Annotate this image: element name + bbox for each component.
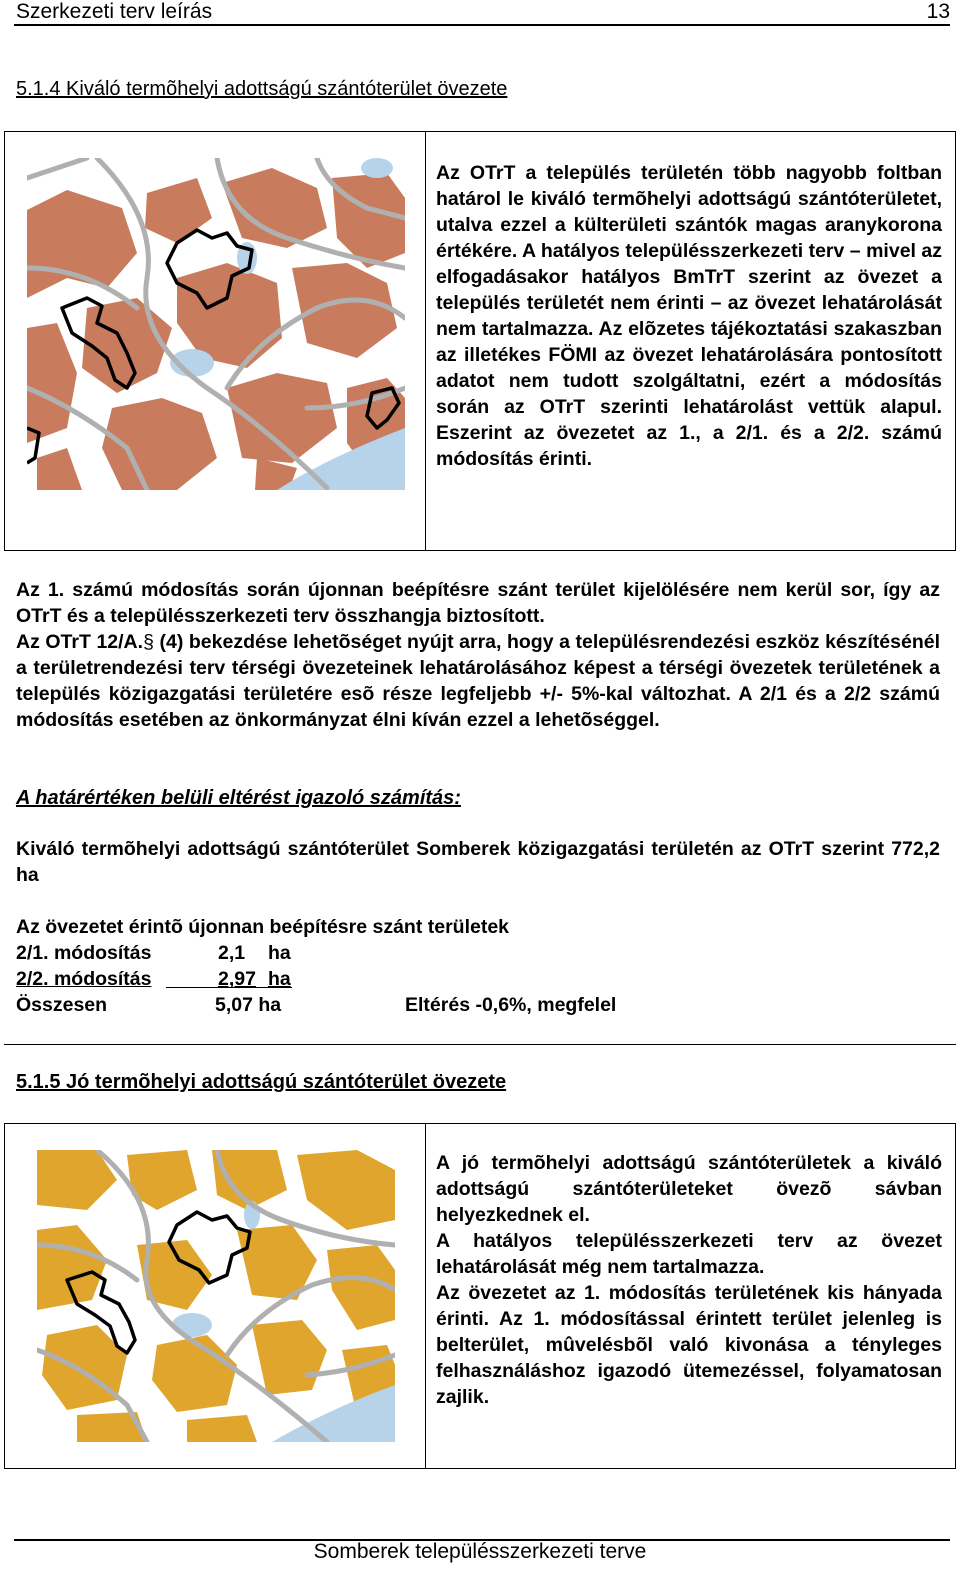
footer-title: Somberek településszerkezeti terve <box>313 1540 647 1563</box>
calculation-total: Kiváló termõhelyi adottságú szántóterület Somberek közigazgatási területén az OTrT szerint 772,2 ha <box>16 838 940 886</box>
section1-box-text: Az OTrT a település területén több nagyobb foltban határol le kiváló termõhelyi adottságú szántóterületet, utalva ezzel a külterületi szántók magas aranykorona értékére. A hatályos településszerkezeti terv – mivel az elfogadásakor hatályos BmTrT szerint az övezet a település területét nem érinti – az övezet lehatárolását nem tartalmazza. Az elõzetes tájékoztatási szakaszban az illetékes FÖMI az övezet lehatárolására pontosított adatot nem tudott szolgáltatni, ezért a módosítás során az OTrT szerinti lehatárolást vettük alapul. Eszerint az övezetet az 1., a 2/1. és a 2/2. számú módosítás érinti. <box>436 162 942 470</box>
section2-para-3: Az övezetet az 1. módosítás területének kis hányada érinti. Az 1. módosítással érintett terület jelenleg is belterület, mûvelésbõl való kivonása a tényleges felhasználáshoz igazodó ütemezéssel, folyamatosan zajlik. <box>436 1282 942 1408</box>
calc-row-label: 2/2. módosítás <box>16 968 152 990</box>
calc-row-unit: ha <box>268 942 291 964</box>
calc-sum-label: Összesen <box>16 994 108 1016</box>
calc-row <box>16 940 940 966</box>
calculation-table <box>16 940 940 1018</box>
calculation-heading: A határértéken belüli eltérést igazoló számítás: <box>16 787 461 809</box>
box-divider <box>425 1124 426 1468</box>
section2-para-2: A hatályos településszerkezeti terv az övezet lehatárolását még nem tartalmazza. <box>436 1230 942 1278</box>
map-image <box>37 1150 395 1442</box>
page-number: 13 <box>926 0 950 23</box>
calc-sum-value: 5,07 ha <box>215 994 282 1016</box>
section2-box-text <box>436 1150 942 1410</box>
good-zone-map <box>37 1150 395 1442</box>
document-header-title: Szerkezeti terv leírás <box>16 0 213 23</box>
section-sign: § <box>143 631 154 653</box>
section-title-5-1-5: 5.1.5 Jó termõhelyi adottságú szántóterület övezete <box>16 1071 507 1093</box>
paragraph-2-rest: (4) bekezdése lehetõséget nyújt arra, hogy a településrendezési eszköz készítésénél a területrendezési terv térségi övezeteinek lehatárolásához képest a térségi övezetek területének a település közigazgatási területére esõ része legfeljebb +/- 5%-kal változhat. A 2/1 és a 2/2 számú módosítás esetében az önkormányzat élni kíván ezzel a lehetõséggel. <box>16 631 940 731</box>
affected-heading: Az övezetet érintõ újonnan beépítésre szánt területek <box>16 916 510 938</box>
box-divider <box>425 132 426 550</box>
header-rule <box>14 24 950 26</box>
paragraph-2 <box>16 629 940 733</box>
calc-row <box>16 966 940 992</box>
calc-sum-row <box>16 992 940 1018</box>
calc-row-label: 2/1. módosítás <box>16 942 152 964</box>
map-image <box>27 158 405 490</box>
section1-box <box>4 131 956 551</box>
calc-row-value: 2,97 <box>218 968 256 990</box>
excellent-zone-map <box>27 158 405 490</box>
calc-deviation: Eltérés -0,6%, megfelel <box>405 994 617 1016</box>
calc-row-unit: ha <box>268 968 291 990</box>
section2-para-1: A jó termõhelyi adottságú szántóterületek a kiváló adottságú szántóterületeket övezõ sávban helyezkednek el. <box>436 1152 942 1226</box>
paragraph-1 <box>16 577 940 629</box>
section-separator <box>4 1044 956 1045</box>
paragraph-1-text: Az 1. számú módosítás során újonnan beépítésre szánt terület kijelölésére nem kerül sor, így az OTrT és a településszerkezeti terv összhangja biztosított. <box>16 579 940 627</box>
section2-box <box>4 1123 956 1469</box>
section-title-5-1-4: 5.1.4 Kiváló termõhelyi adottságú szántóterület övezete <box>16 78 508 100</box>
paragraph-2-lead: Az OTrT 12/A. <box>16 631 144 653</box>
calc-row-value: 2,1 <box>218 942 246 964</box>
